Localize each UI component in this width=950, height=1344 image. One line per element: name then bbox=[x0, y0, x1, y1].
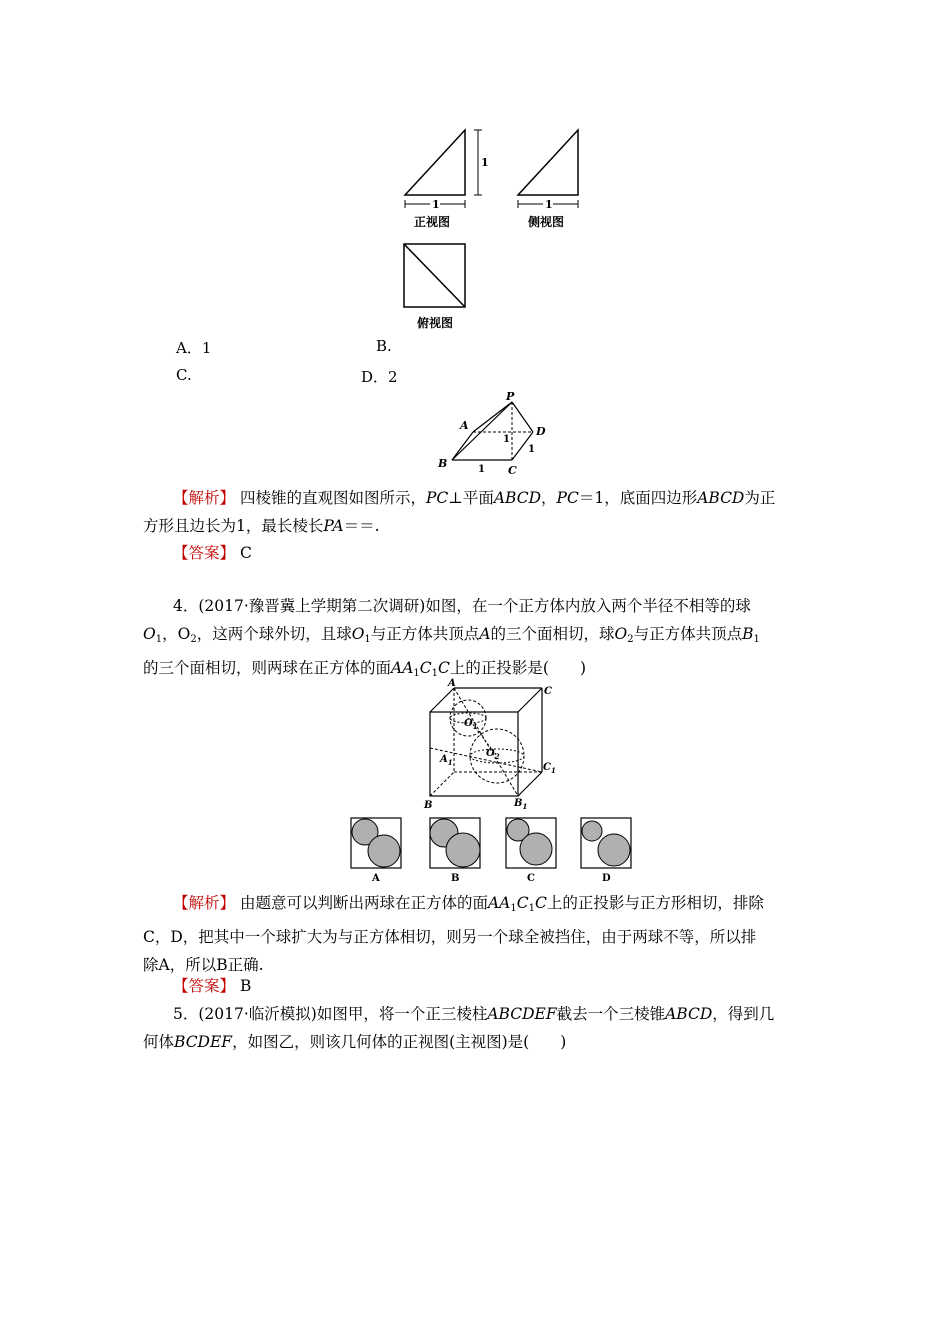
choice-d bbox=[581, 818, 631, 884]
front-width-label: 1 bbox=[432, 198, 440, 211]
q4-answer: 【答案】 B bbox=[173, 977, 252, 995]
svg-text:P: P bbox=[506, 390, 515, 403]
svg-text:B1: $B_1$ bbox=[514, 798, 528, 810]
front-view-caption: 正视图 bbox=[413, 215, 450, 229]
option-d: D．2 bbox=[361, 368, 398, 386]
side-view-caption: 侧视图 bbox=[527, 215, 564, 229]
choice-a bbox=[351, 818, 401, 884]
side-view-triangle bbox=[518, 130, 578, 195]
front-height-label: 1 bbox=[481, 156, 489, 169]
svg-text:D: D bbox=[602, 873, 611, 884]
top-view-caption: 俯视图 bbox=[416, 316, 453, 330]
svg-text:C: C bbox=[527, 873, 535, 884]
front-view-triangle bbox=[405, 130, 465, 195]
svg-text:O2: $O_2$ bbox=[486, 748, 500, 761]
q3-analysis: 【解析】 四棱锥的直观图如图所示，PC⊥平面ABCD，PC＝1，底面四边形ABCD为正 方形且边长为1，最长棱长PA＝＝. bbox=[143, 489, 776, 535]
option-c: C. bbox=[176, 366, 192, 384]
svg-text:C1: $C_1$ bbox=[543, 762, 556, 775]
svg-text:B: B bbox=[424, 800, 433, 810]
svg-text:C: C bbox=[544, 686, 552, 697]
svg-text:C: C bbox=[508, 464, 517, 477]
side-width-label: 1 bbox=[545, 198, 553, 211]
svg-text:1: 1 bbox=[528, 444, 535, 455]
choice-b bbox=[430, 818, 480, 884]
q5-stem: 5．(2017·临沂模拟)如图甲，将一个正三棱柱ABCDEF截去一个三棱锥ABCD，得到几 何体BCDEF，如图乙，则该几何体的正视图(主视图)是( ) bbox=[143, 1005, 775, 1051]
svg-text:A1: $A_1$ bbox=[440, 754, 453, 767]
option-a: A．1 bbox=[176, 339, 212, 357]
svg-text:O1: $O_1$ bbox=[464, 718, 478, 731]
choice-c bbox=[506, 818, 556, 884]
q4-choices bbox=[348, 814, 638, 884]
svg-text:A: A bbox=[372, 873, 380, 884]
pyramid-figure bbox=[430, 390, 560, 480]
q3-answer: 【答案】 C bbox=[173, 544, 252, 562]
svg-text:B: B bbox=[438, 457, 448, 470]
svg-text:D: D bbox=[536, 425, 546, 438]
svg-text:1: 1 bbox=[503, 434, 510, 445]
q4-analysis: 【解析】 由题意可以判断出两球在正方体的面$AA_1C_1C$上的正投影与正方形相切，排除 C，D，把其中一个球扩大为与正方体相切，则另一个球全被挡住，由于两球不等，所以排 除A，所以B正确. bbox=[143, 894, 764, 974]
cube-spheres-figure bbox=[420, 678, 570, 810]
three-view-figure bbox=[390, 120, 590, 340]
svg-text:1: 1 bbox=[478, 464, 485, 475]
svg-text:A: A bbox=[460, 419, 469, 432]
svg-text:A: A bbox=[448, 678, 456, 689]
svg-text:B: B bbox=[451, 873, 460, 884]
option-b: B. bbox=[376, 337, 392, 355]
q4-stem: 4．(2017·豫晋冀上学期第二次调研)如图，在一个正方体内放入两个半径不相等的球 $O_1$，$O_2$，这两个球外切，且球$O_1$与正方体共顶点A的三个面相切，球$O_2$与正方体共顶点$B_1$ 的三个面相切，则两球在正方体的面$AA_1C_1C$上的正投影是( ) bbox=[143, 597, 760, 679]
